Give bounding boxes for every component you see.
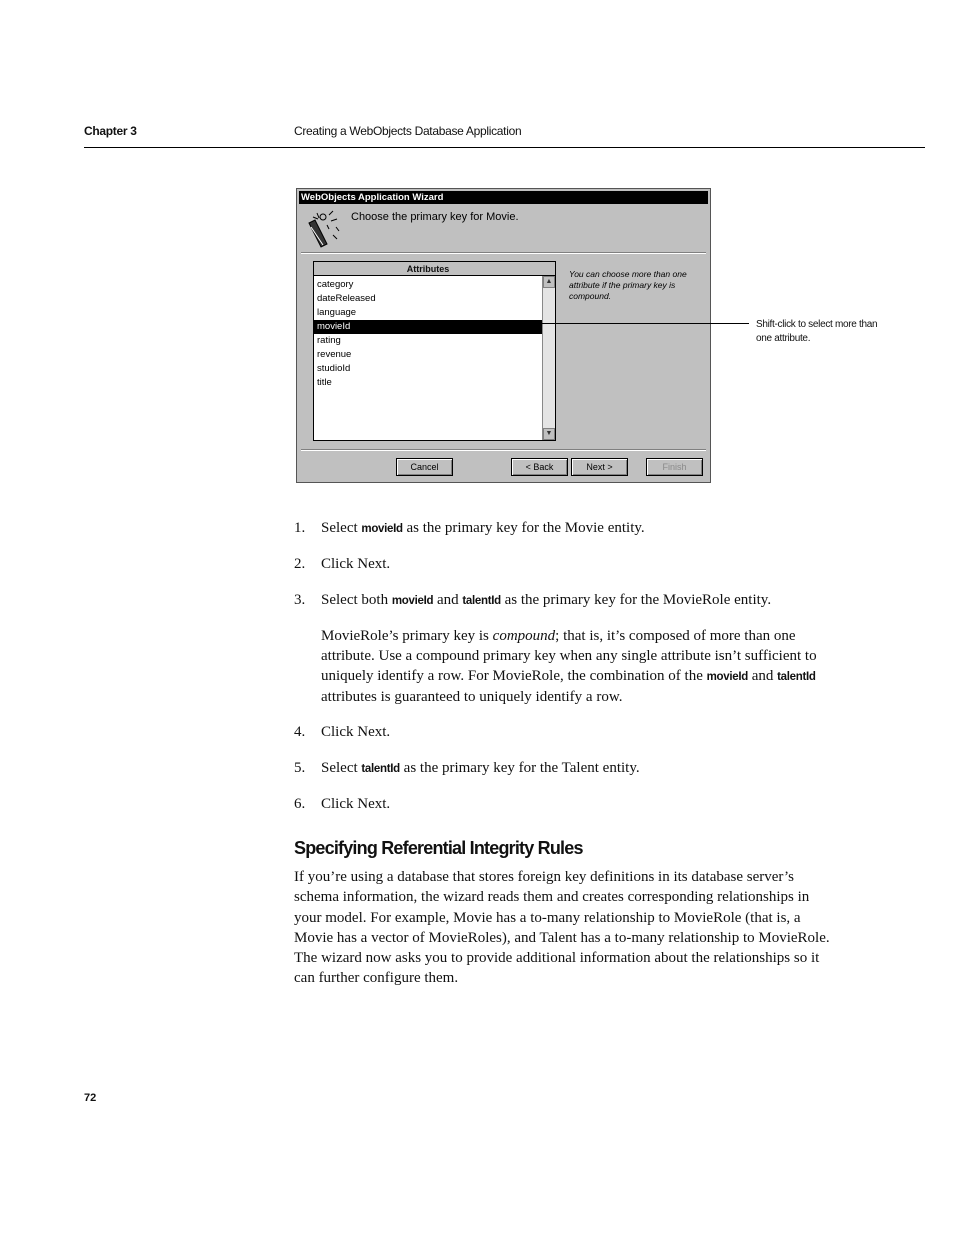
attribute-item[interactable]: category xyxy=(317,279,354,290)
text-run: as the primary key for the Talent entity. xyxy=(399,760,640,776)
code-term: talentId xyxy=(777,671,816,683)
text-run: MovieRole’s primary key is xyxy=(321,628,493,644)
step-number: 3. xyxy=(294,592,306,608)
section-heading: Specifying Referential Integrity Rules xyxy=(294,838,583,858)
cancel-button[interactable]: Cancel xyxy=(396,458,453,476)
finish-button[interactable]: Finish xyxy=(646,458,703,476)
step-item xyxy=(294,722,390,742)
list-header-corner xyxy=(542,262,555,276)
code-term: talentId xyxy=(462,595,501,607)
wizard-separator xyxy=(301,252,706,254)
step-item xyxy=(294,590,771,611)
wizard-prompt: Choose the primary key for Movie. xyxy=(351,211,519,223)
step-item xyxy=(294,518,645,539)
step-number: 2. xyxy=(294,556,306,572)
scroll-down-arrow-icon[interactable]: ▼ xyxy=(543,428,555,440)
code-term: movieId xyxy=(706,671,748,683)
next-button[interactable]: Next > xyxy=(571,458,628,476)
step-number: 4. xyxy=(294,724,306,740)
emphasis: compound xyxy=(492,628,556,644)
scroll-up-arrow-icon[interactable]: ▲ xyxy=(543,276,555,288)
text-run: and xyxy=(747,668,778,684)
step-text xyxy=(321,760,640,776)
wizard-wand-icon xyxy=(303,209,345,251)
text-run: as the primary key for the MovieRole entity. xyxy=(500,592,772,608)
page-number: 72 xyxy=(84,1092,97,1104)
step-text xyxy=(321,592,771,608)
wizard-separator xyxy=(301,449,706,451)
code-term: movieId xyxy=(391,595,434,607)
attributes-list[interactable] xyxy=(313,261,556,441)
attribute-item[interactable]: revenue xyxy=(317,349,352,360)
running-header xyxy=(0,0,954,150)
attribute-item[interactable]: rating xyxy=(317,335,341,346)
step-item xyxy=(294,758,640,779)
callout-leader-line xyxy=(528,323,749,324)
wizard-hint: You can choose more than one attribute if the primary key is compound. xyxy=(569,269,687,301)
step-text: Click Next. xyxy=(321,796,391,812)
step-number: 6. xyxy=(294,796,306,812)
attribute-item-selected[interactable]: movieId xyxy=(314,320,543,334)
attribute-item[interactable]: studioId xyxy=(317,363,351,374)
text-run: Select xyxy=(321,520,362,536)
text-run: attributes is guaranteed to uniquely identify a row. xyxy=(321,689,623,705)
step-item xyxy=(294,554,390,574)
attribute-item[interactable]: dateReleased xyxy=(317,293,376,304)
step-text xyxy=(321,520,645,536)
text-run: Select xyxy=(321,760,362,776)
attributes-items xyxy=(314,278,543,390)
step-number: 5. xyxy=(294,760,306,776)
step-item xyxy=(294,794,390,814)
attribute-item[interactable]: title xyxy=(317,377,332,388)
text-run: as the primary key for the Movie entity. xyxy=(402,520,645,536)
step-3-note xyxy=(321,626,836,707)
code-term: talentId xyxy=(361,763,400,775)
wizard-title-bar: WebObjects Application Wizard xyxy=(299,191,708,204)
callout-text: Shift-click to select more than one attribute. xyxy=(756,319,878,344)
text-run: ; that is, it’s composed of more than one attribute. Use a compound primary key when any single attribute isn’t sufficient to uniquely identify a row. For MovieRole, the combination of the xyxy=(321,628,817,684)
code-term: movieId xyxy=(361,523,403,535)
attributes-scrollbar[interactable] xyxy=(542,276,555,440)
step-number: 1. xyxy=(294,520,306,536)
step-text: Click Next. xyxy=(321,556,391,572)
step-text: Click Next. xyxy=(321,724,391,740)
header-rule xyxy=(84,147,925,148)
text-run: and xyxy=(433,592,463,608)
back-button[interactable]: < Back xyxy=(511,458,568,476)
chapter-title: Creating a WebObjects Database Application xyxy=(294,124,522,138)
text-run: Select both xyxy=(321,592,392,608)
attribute-item[interactable]: language xyxy=(317,307,357,318)
wizard-screenshot xyxy=(296,188,711,483)
chapter-label: Chapter 3 xyxy=(84,124,137,138)
attributes-column-header[interactable]: Attributes xyxy=(314,262,543,276)
section-body: If you’re using a database that stores foreign key definitions in its database server’s schema information, the wizard reads them and creates corresponding relationships in your model. For example, Movie has a to-many relationship to MovieRole (that is, a Movie has a vector of MovieRoles), and Talent has a to-many relationship to MovieRole. The wizard now asks you to provide additional information about the relationships so it can further configure them. xyxy=(294,869,830,987)
